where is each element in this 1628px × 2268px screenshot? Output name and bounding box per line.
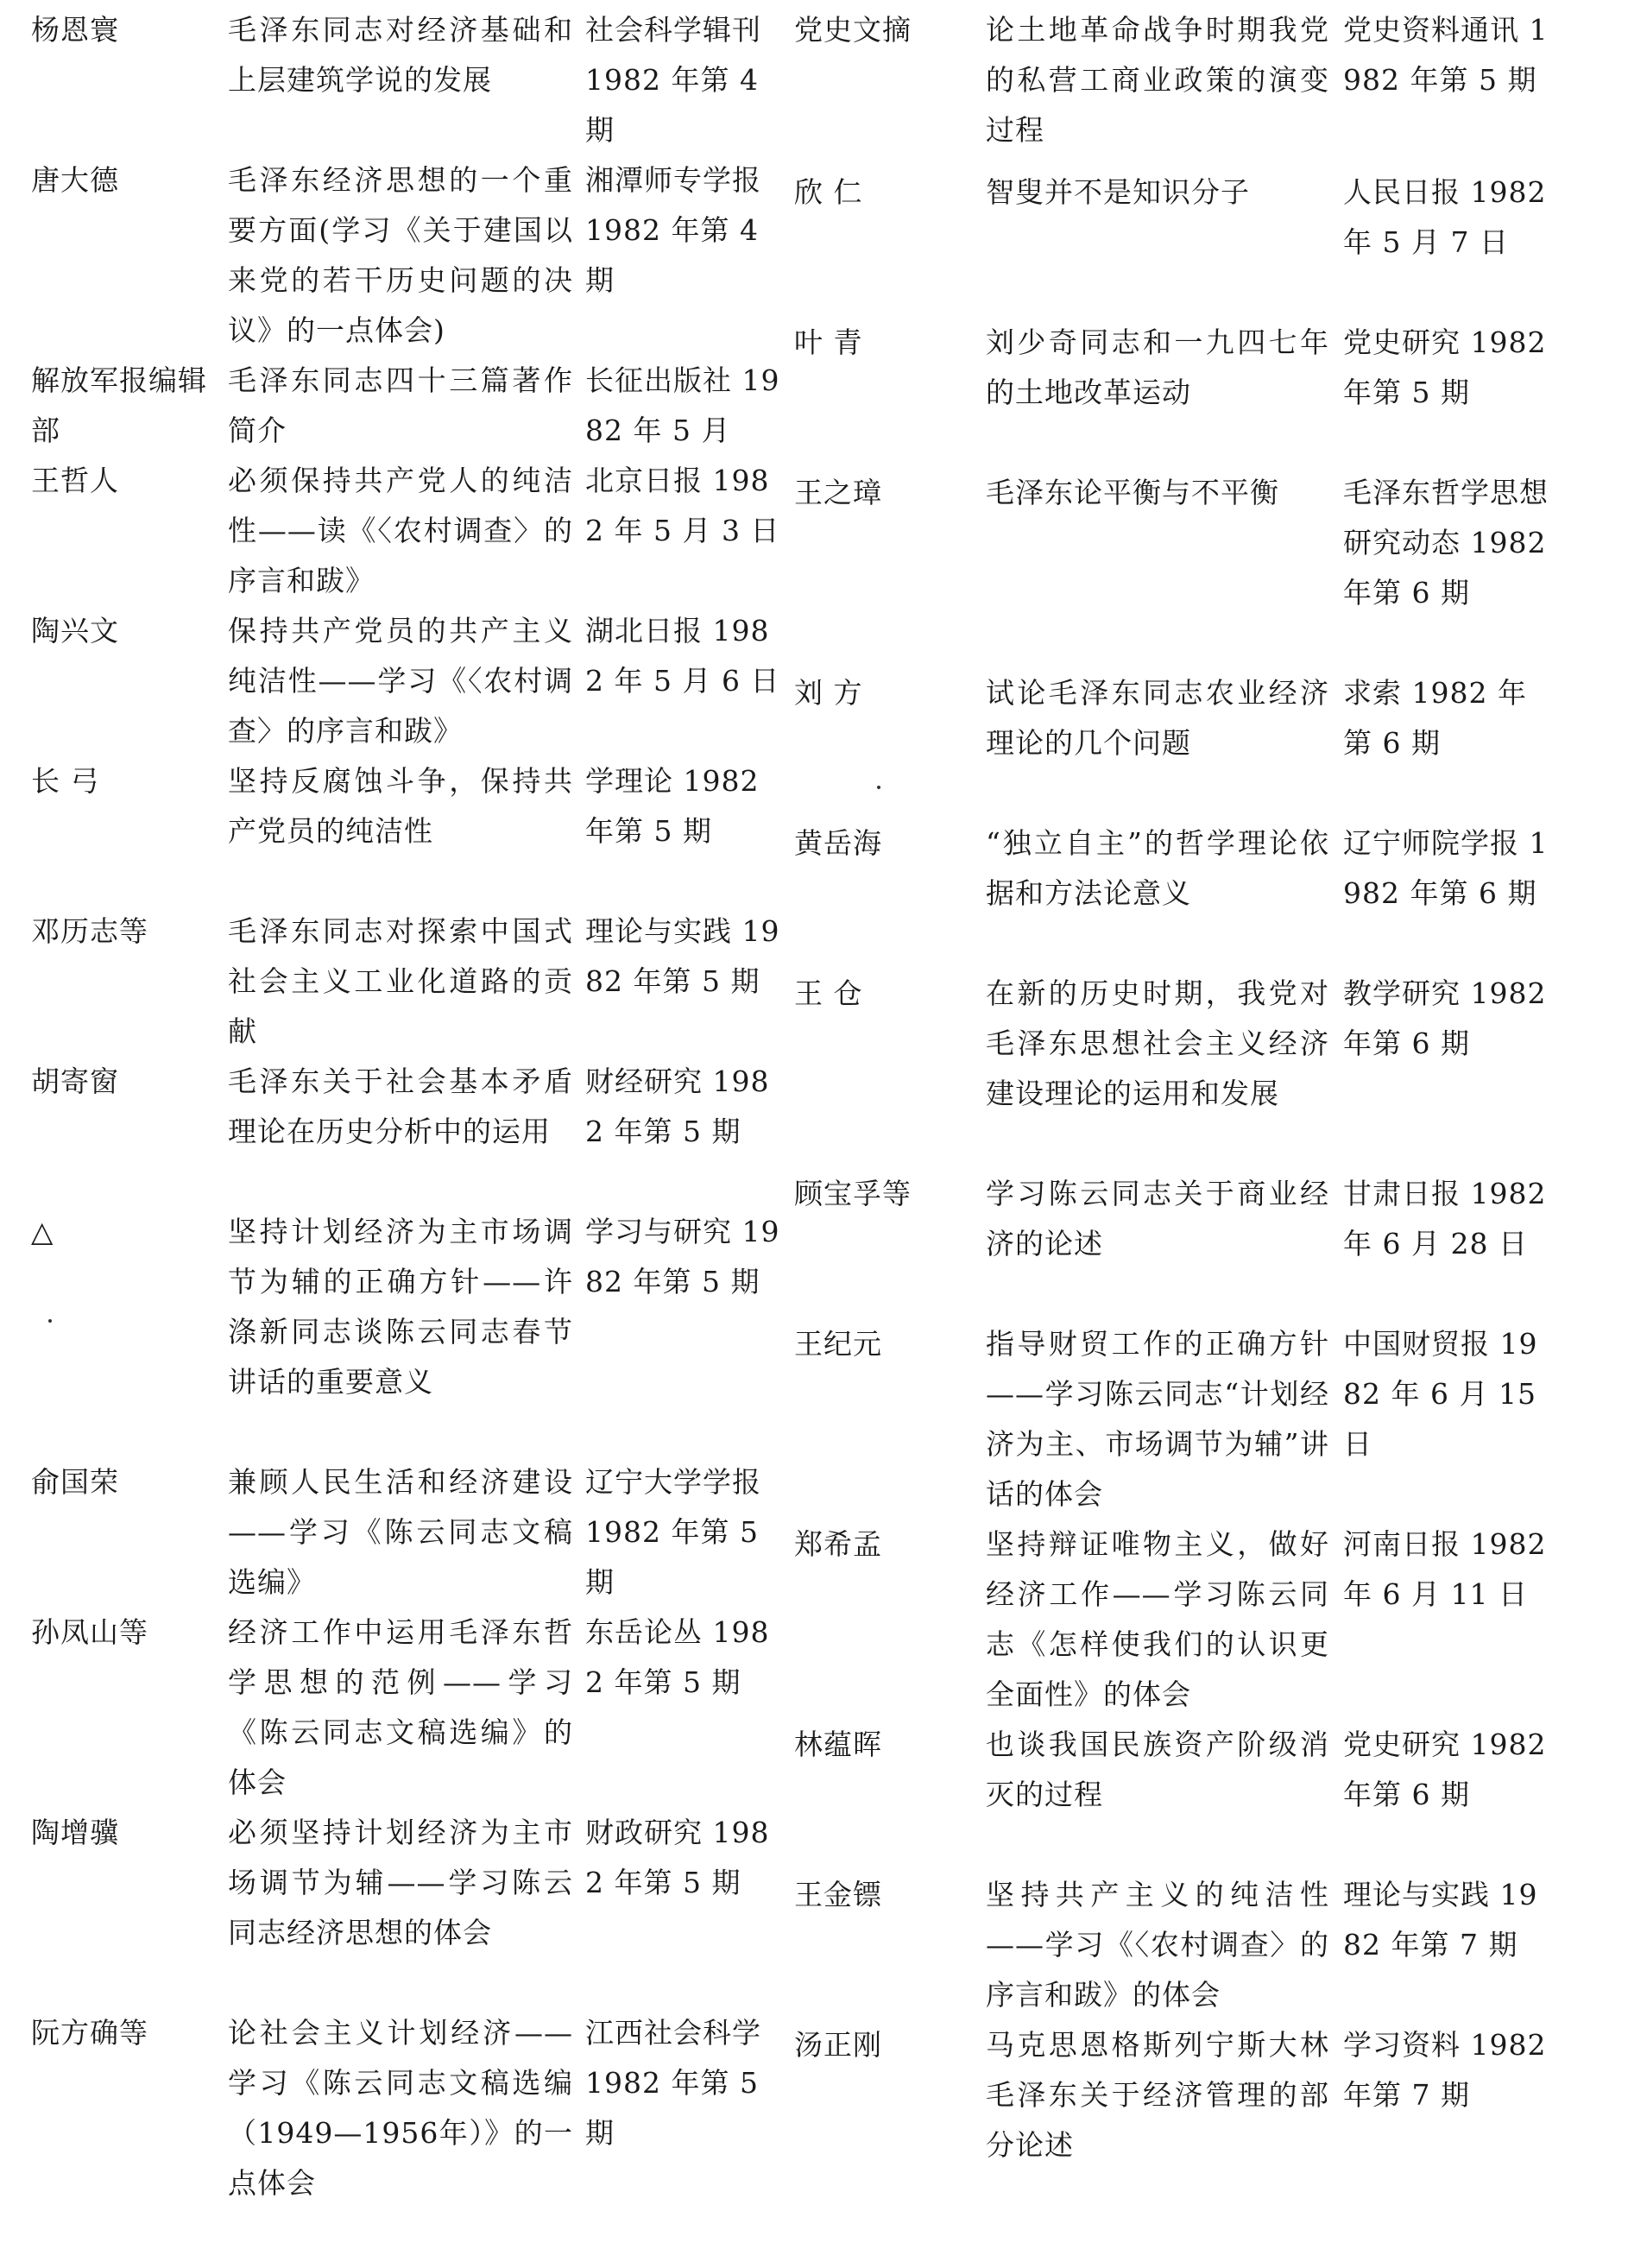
entry-title: 马克思恩格斯列宁斯大林毛泽东关于经济管理的部分论述 xyxy=(986,2028,1329,2162)
entry-author: 叶 青 xyxy=(794,325,863,359)
entry-title: 保持共产党员的共产主义纯洁性——学习《〈农村调查〉的序言和跋》 xyxy=(228,614,573,748)
entry-source: 财政研究 1982 年第 5 期 xyxy=(585,1816,770,1899)
entry-author: 王哲人 xyxy=(31,464,119,497)
entry-source: 甘肃日报 1982 年 6 月 28 日 xyxy=(1343,1177,1547,1260)
entry-title: 坚持计划经济为主市场调节为辅的正确方针——许涤新同志谈陈云同志春节讲话的重要意义 xyxy=(228,1215,573,1399)
entry-source: 财经研究 1982 年第 5 期 xyxy=(585,1065,770,1148)
entry-author: 王之璋 xyxy=(794,476,882,509)
entry-author: 胡寄窗 xyxy=(31,1065,119,1098)
entry-source: 北京日报 1982 年 5 月 3 日 xyxy=(585,464,780,547)
entry-title: 学习陈云同志关于商业经济的论述 xyxy=(986,1177,1329,1260)
entry-author: 王金镖 xyxy=(794,1878,882,1911)
entry-source: 毛泽东哲学思想研究动态 1982 年第 6 期 xyxy=(1343,476,1549,610)
entry-source: 教学研究 1982 年第 6 期 xyxy=(1343,976,1547,1060)
print-speck xyxy=(48,1319,52,1323)
entry-source: 辽宁师院学报 1982 年第 6 期 xyxy=(1343,826,1549,910)
entry-author: 陶增骥 xyxy=(31,1816,119,1849)
entry-title: 必须保持共产党人的纯洁性——读《〈农村调查〉的序言和跋》 xyxy=(228,464,573,597)
entry-author: 王 仓 xyxy=(794,976,863,1010)
print-speck xyxy=(877,786,880,789)
entry-author: 汤正刚 xyxy=(794,2028,882,2062)
entry-source: 辽宁大学学报 1982 年第 5 期 xyxy=(585,1465,761,1599)
entry-author: 黄岳海 xyxy=(794,826,882,860)
entry-title: 毛泽东论平衡与不平衡 xyxy=(986,476,1279,509)
entry-title: 经济工作中运用毛泽东哲学思想的范例——学习《陈云同志文稿选编》的体会 xyxy=(228,1615,573,1799)
entry-title: 也谈我国民族资产阶级消灭的过程 xyxy=(986,1728,1329,1811)
entry-source: 学习与研究 1982 年第 5 期 xyxy=(585,1215,780,1298)
entry-title: 论土地革命战争时期我党的私营工商业政策的演变过程 xyxy=(986,13,1329,147)
entry-source: 社会科学辑刊 1982 年第 4 期 xyxy=(585,13,761,147)
entry-title: 坚持反腐蚀斗争，保持共产党员的纯洁性 xyxy=(228,764,573,848)
entry-author: △ xyxy=(31,1215,54,1248)
entry-source: 理论与实践 1982 年第 7 期 xyxy=(1343,1878,1538,1962)
entry-title: 必须坚持计划经济为主市场调节为辅——学习陈云同志经济思想的体会 xyxy=(228,1816,573,1949)
entry-author: 党史文摘 xyxy=(794,13,912,47)
entry-source: 河南日报 1982 年 6 月 11 日 xyxy=(1343,1527,1547,1611)
entry-author: 王纪元 xyxy=(794,1327,882,1361)
entry-title: 毛泽东经济思想的一个重要方面(学习《关于建国以来党的若干历史问题的决议》的一点体会) xyxy=(228,163,573,347)
entry-source: 湖北日报 1982 年 5 月 6 日 xyxy=(585,614,780,698)
entry-author: 解放军报编辑部 xyxy=(31,363,207,447)
entry-title: 论社会主义计划经济——学习《陈云同志文稿选编（1949—1956年）》的一点体会 xyxy=(228,2016,573,2200)
entry-title: “独立自主”的哲学理论依据和方法论意义 xyxy=(986,826,1329,910)
entry-title: 毛泽东同志四十三篇著作简介 xyxy=(228,363,573,447)
entry-source: 求索 1982 年第 6 期 xyxy=(1343,676,1527,760)
entry-author: 陶兴文 xyxy=(31,614,119,648)
entry-source: 学习资料 1982 年第 7 期 xyxy=(1343,2028,1547,2112)
entry-title: 刘少奇同志和一九四七年的土地改革运动 xyxy=(986,325,1329,409)
entry-source: 长征出版社 1982 年 5 月 xyxy=(585,363,780,447)
entry-title: 兼顾人民生活和经济建设——学习《陈云同志文稿选编》 xyxy=(228,1465,573,1599)
entry-author: 杨恩寰 xyxy=(31,13,119,47)
entry-source: 党史资料通讯 1982 年第 5 期 xyxy=(1343,13,1549,97)
entry-author: 邓历志等 xyxy=(31,914,148,948)
entry-source: 党史研究 1982 年第 6 期 xyxy=(1343,1728,1547,1811)
entry-author: 刘 方 xyxy=(794,676,863,710)
entry-author: 长 弓 xyxy=(31,764,100,798)
entry-title: 毛泽东同志对经济基础和上层建筑学说的发展 xyxy=(228,13,573,97)
entry-author: 顾宝孚等 xyxy=(794,1177,912,1210)
entry-title: 在新的历史时期，我党对毛泽东思想社会主义经济建设理论的运用和发展 xyxy=(986,976,1329,1110)
entry-title: 毛泽东同志对探索中国式社会主义工业化道路的贡献 xyxy=(228,914,573,1048)
entry-title: 毛泽东关于社会基本矛盾理论在历史分析中的运用 xyxy=(228,1065,573,1148)
entry-title: 坚持共产主义的纯洁性——学习《〈农村调查〉的序言和跋》的体会 xyxy=(986,1878,1329,2012)
entry-title: 坚持辩证唯物主义，做好经济工作——学习陈云同志《怎样使我们的认识更全面性》的体会 xyxy=(986,1527,1329,1711)
entry-author: 唐大德 xyxy=(31,163,119,197)
entry-author: 阮方确等 xyxy=(31,2016,148,2050)
entry-source: 中国财贸报 1982 年 6 月 15 日 xyxy=(1343,1327,1538,1461)
entry-source: 人民日报 1982 年 5 月 7 日 xyxy=(1343,175,1547,259)
entry-author: 孙凤山等 xyxy=(31,1615,148,1649)
entry-author: 俞国荣 xyxy=(31,1465,119,1499)
entry-title: 智叟并不是知识分子 xyxy=(986,175,1250,209)
entry-author: 欣 仁 xyxy=(794,175,863,209)
entry-title: 试论毛泽东同志农业经济理论的几个问题 xyxy=(986,676,1329,760)
entry-source: 学理论 1982 年第 5 期 xyxy=(585,764,760,848)
entry-source: 党史研究 1982 年第 5 期 xyxy=(1343,325,1547,409)
entry-source: 江西社会科学 1982 年第 5 期 xyxy=(585,2016,761,2150)
entry-source: 理论与实践 1982 年第 5 期 xyxy=(585,914,780,998)
entry-source: 东岳论丛 1982 年第 5 期 xyxy=(585,1615,770,1699)
entry-author: 林蕴晖 xyxy=(794,1728,882,1761)
entry-title: 指导财贸工作的正确方针——学习陈云同志“计划经济为主、市场调节为辅”讲话的体会 xyxy=(986,1327,1329,1511)
entry-source: 湘潭师专学报 1982 年第 4 期 xyxy=(585,163,761,297)
entry-author: 郑希孟 xyxy=(794,1527,882,1561)
